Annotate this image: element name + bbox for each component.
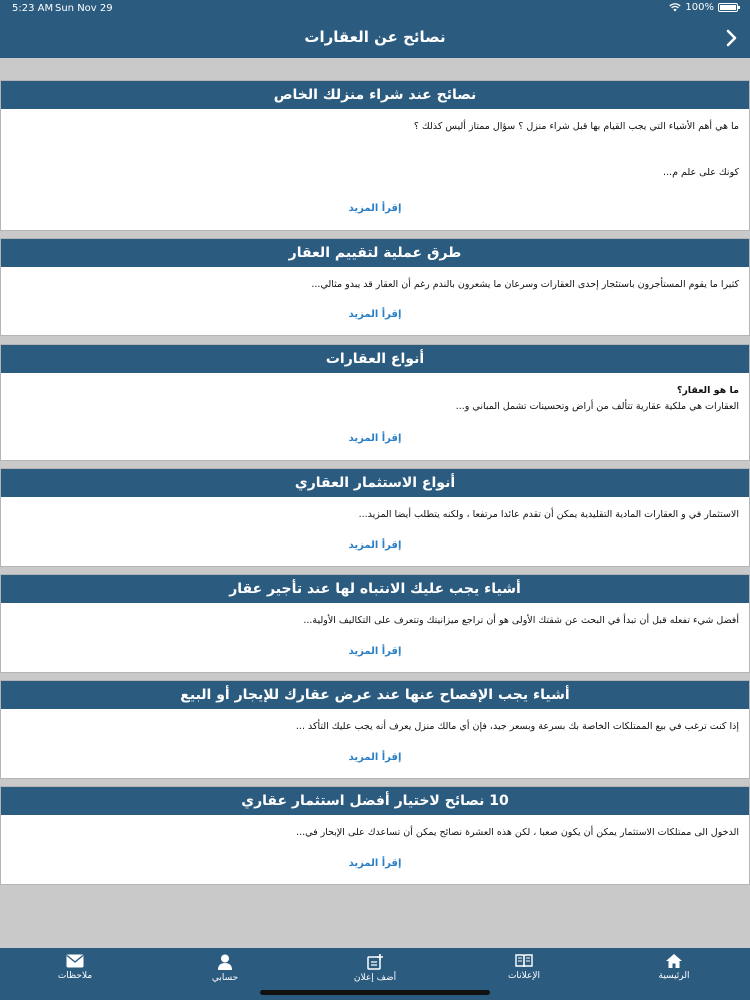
- article-excerpt: العقارات هي ملكية عقارية تتألف من أراض وتحسينات تشمل المباني و...: [455, 401, 739, 412]
- tab-label: الإعلانات: [507, 971, 541, 981]
- tab-label: الرئيسية: [658, 971, 690, 981]
- article-card[interactable]: [0, 468, 750, 567]
- article-card[interactable]: [0, 786, 750, 885]
- status-bar: [0, 0, 750, 18]
- envelope-icon: [66, 954, 84, 968]
- article-title: أنواع الاستثمار العقاري: [1, 469, 749, 497]
- tab-home[interactable]: [624, 954, 724, 981]
- read-more-link[interactable]: إقرأ المزيد: [348, 309, 402, 320]
- article-title: أشياء يجب الإفصاح عنها عند عرض عقارك للإيجار أو البيع: [1, 681, 749, 709]
- tab-notes[interactable]: [25, 954, 125, 981]
- read-more-link[interactable]: إقرأ المزيد: [348, 646, 402, 657]
- battery-percent: 100%: [685, 2, 714, 13]
- article-excerpt: كثيرا ما يقوم المستأجرون باستئجار إحدى العقارات وسرعان ما يشعرون بالندم رغم أن العقار قد يبدو مثالي...: [311, 279, 739, 290]
- article-question: ما هو العقار؟: [676, 385, 739, 396]
- article-excerpt-more: كونك على علم م...: [663, 167, 739, 178]
- read-more-link[interactable]: إقرأ المزيد: [348, 752, 402, 763]
- read-more-link[interactable]: إقرأ المزيد: [348, 540, 402, 551]
- article-excerpt: ما هي أهم الأشياء التي يجب القيام بها قبل شراء منزل ؟ سؤال ممتاز أليس كذلك ؟: [413, 121, 739, 132]
- page-title: نصائح عن العقارات: [304, 28, 446, 46]
- article-card[interactable]: [0, 680, 750, 779]
- article-excerpt: الدخول الى ممتلكات الاستثمار يمكن أن يكون صعبا ، لكن هذه العشرة نصائح يمكن أن تساعدك على الإبحار في...: [296, 827, 739, 838]
- article-card[interactable]: [0, 344, 750, 461]
- article-excerpt: الاستثمار في و العقارات المادية التقليدية يمكن أن تقدم عائدا مرتفعا ، ولكنه يتطلب أيضا المزيد...: [358, 509, 739, 520]
- tab-ads[interactable]: [474, 954, 574, 981]
- home-indicator: [260, 990, 490, 995]
- nav-bar: [0, 18, 750, 58]
- article-title: أشياء يجب عليك الانتباه لها عند تأجير عقار: [1, 575, 749, 603]
- article-title: طرق عملية لتقييم العقار: [1, 239, 749, 267]
- article-title: نصائح عند شراء منزلك الخاص: [1, 81, 749, 109]
- article-excerpt: أفضل شيء تفعله قبل أن تبدأ في البحث عن شقتك الأولى هو أن تراجع ميزانيتك وتتعرف على التكاليف الأولية...: [303, 615, 739, 626]
- tab-label: حسابي: [211, 973, 239, 983]
- read-more-link[interactable]: إقرأ المزيد: [348, 433, 402, 444]
- article-title: أنواع العقارات: [1, 345, 749, 373]
- status-time: 5:23 AM: [12, 3, 54, 14]
- article-title: 10 نصائح لاختيار أفضل استثمار عقاري: [1, 787, 749, 815]
- wifi-icon: [669, 3, 681, 12]
- status-date: Sun Nov 29: [55, 3, 113, 14]
- home-icon: [666, 954, 682, 968]
- read-more-link[interactable]: إقرأ المزيد: [348, 858, 402, 869]
- tab-label: ملاحظات: [57, 971, 93, 981]
- status-right: [669, 2, 738, 13]
- article-card[interactable]: [0, 574, 750, 673]
- article-card[interactable]: [0, 238, 750, 336]
- battery-icon: [718, 3, 738, 12]
- article-card[interactable]: [0, 80, 750, 231]
- chevron-right-icon[interactable]: [722, 26, 742, 50]
- person-icon: [217, 954, 233, 970]
- read-more-link[interactable]: إقرأ المزيد: [348, 203, 402, 214]
- book-icon: [515, 954, 533, 968]
- article-excerpt: إذا كنت ترغب في بيع الممتلكات الخاصة بك بسرعة وبسعر جيد، فإن أي مالك منزل يعرف أنه يجب عليك التأكد ...: [295, 721, 739, 732]
- tab-add-ad[interactable]: [325, 954, 425, 983]
- tab-label: أضف إعلان: [353, 973, 397, 983]
- tab-account[interactable]: [175, 954, 275, 983]
- add-note-icon: [367, 954, 383, 970]
